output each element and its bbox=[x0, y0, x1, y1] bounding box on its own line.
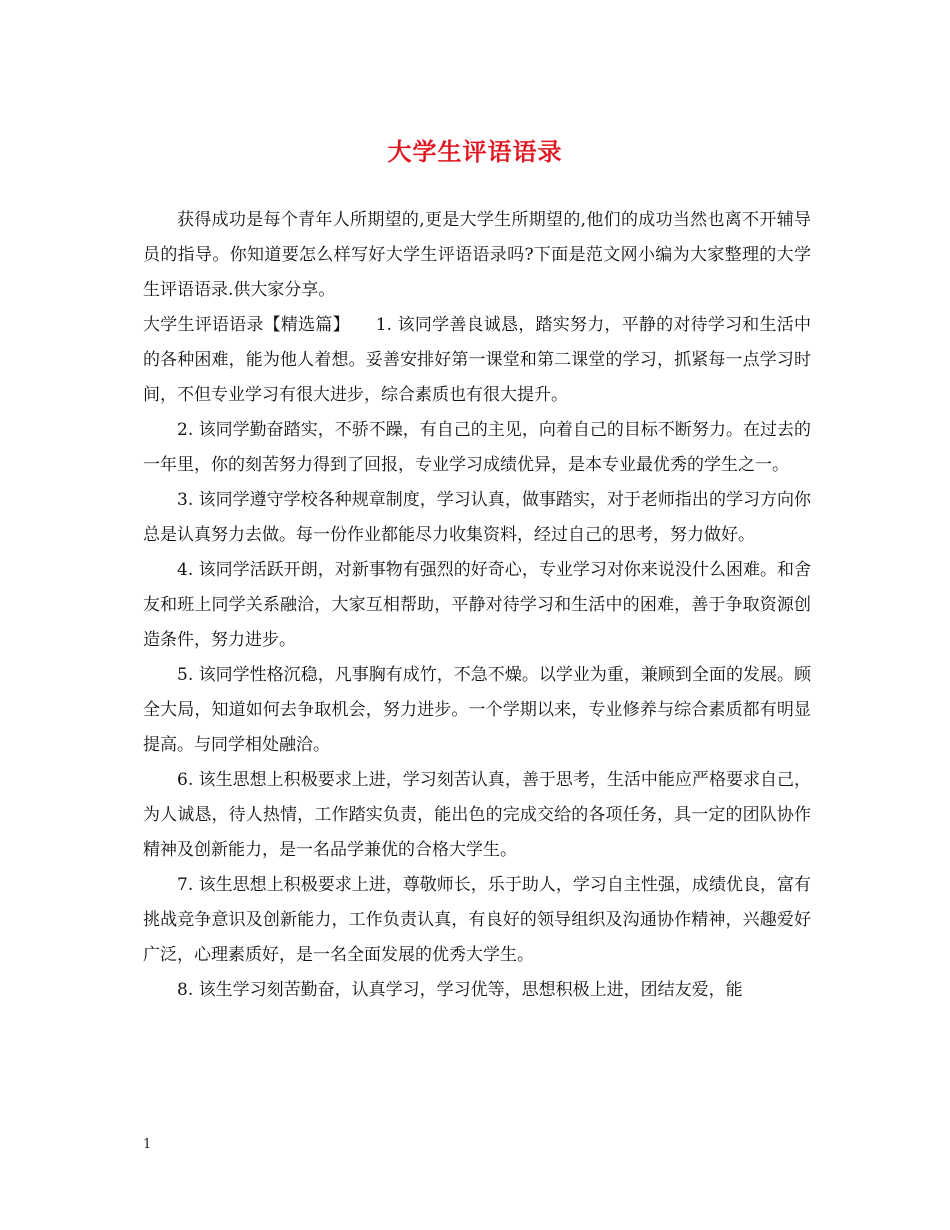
paragraph-1: 大学生评语语录【精选篇】 1. 该同学善良诚恳，踏实努力，平静的对待学习和生活中的各种困难，能为他人着想。妥善安排好第一课堂和第二课堂的学习，抓紧每一点学习时间，不但专业学习有很大进步，综合素质也有很大提升。 bbox=[143, 315, 811, 405]
paragraph-3: 3. 该同学遵守学校各种规章制度，学习认真，做事踏实，对于老师指出的学习方向你总是认真努力去做。每一份作业都能尽力收集资料，经过自己的思考，努力做好。 bbox=[143, 490, 811, 545]
paragraph-2: 2. 该同学勤奋踏实，不骄不躁，有自己的主见，向着自己的目标不断努力。在过去的一年里，你的刻苦努力得到了回报，专业学习成绩优异，是本专业最优秀的学生之一。 bbox=[143, 420, 811, 475]
document-title: 大学生评语语录 bbox=[387, 137, 563, 166]
document-body bbox=[143, 203, 811, 1008]
paragraph-6: 6. 该生思想上积极要求上进，学习刻苦认真，善于思考，生活中能应严格要求自己，为人诚恳，待人热情，工作踏实负责，能出色的完成交给的各项任务，具一定的团队协作精神及创新能力，是一名品学兼优的合格大学生。 bbox=[143, 770, 811, 860]
paragraph-8: 8. 该生学习刻苦勤奋，认真学习，学习优等，思想积极上进，团结友爱，能 bbox=[177, 980, 743, 1000]
page-number: 1 bbox=[143, 1137, 152, 1152]
paragraph-5: 5. 该同学性格沉稳，凡事胸有成竹，不急不燥。以学业为重，兼顾到全面的发展。顾全大局，知道如何去争取机会，努力进步。一个学期以来，专业修养与综合素质都有明显提高。与同学相处融洽。 bbox=[143, 665, 811, 755]
paragraph-intro: 获得成功是每个青年人所期望的,更是大学生所期望的,他们的成功当然也离不开辅导员的指导。你知道要怎么样写好大学生评语语录吗?下面是范文网小编为大家整理的大学生评语语录.供大家分享。 bbox=[143, 210, 811, 300]
paragraph-4: 4. 该同学活跃开朗，对新事物有强烈的好奇心，专业学习对你来说没什么困难。和舍友和班上同学关系融洽，大家互相帮助，平静对待学习和生活中的困难，善于争取资源创造条件，努力进步。 bbox=[143, 560, 811, 650]
paragraph-7: 7. 该生思想上积极要求上进，尊敬师长，乐于助人，学习自主性强，成绩优良，富有挑战竞争意识及创新能力，工作负责认真，有良好的领导组织及沟通协作精神，兴趣爱好广泛，心理素质好，是一名全面发展的优秀大学生。 bbox=[143, 875, 811, 965]
